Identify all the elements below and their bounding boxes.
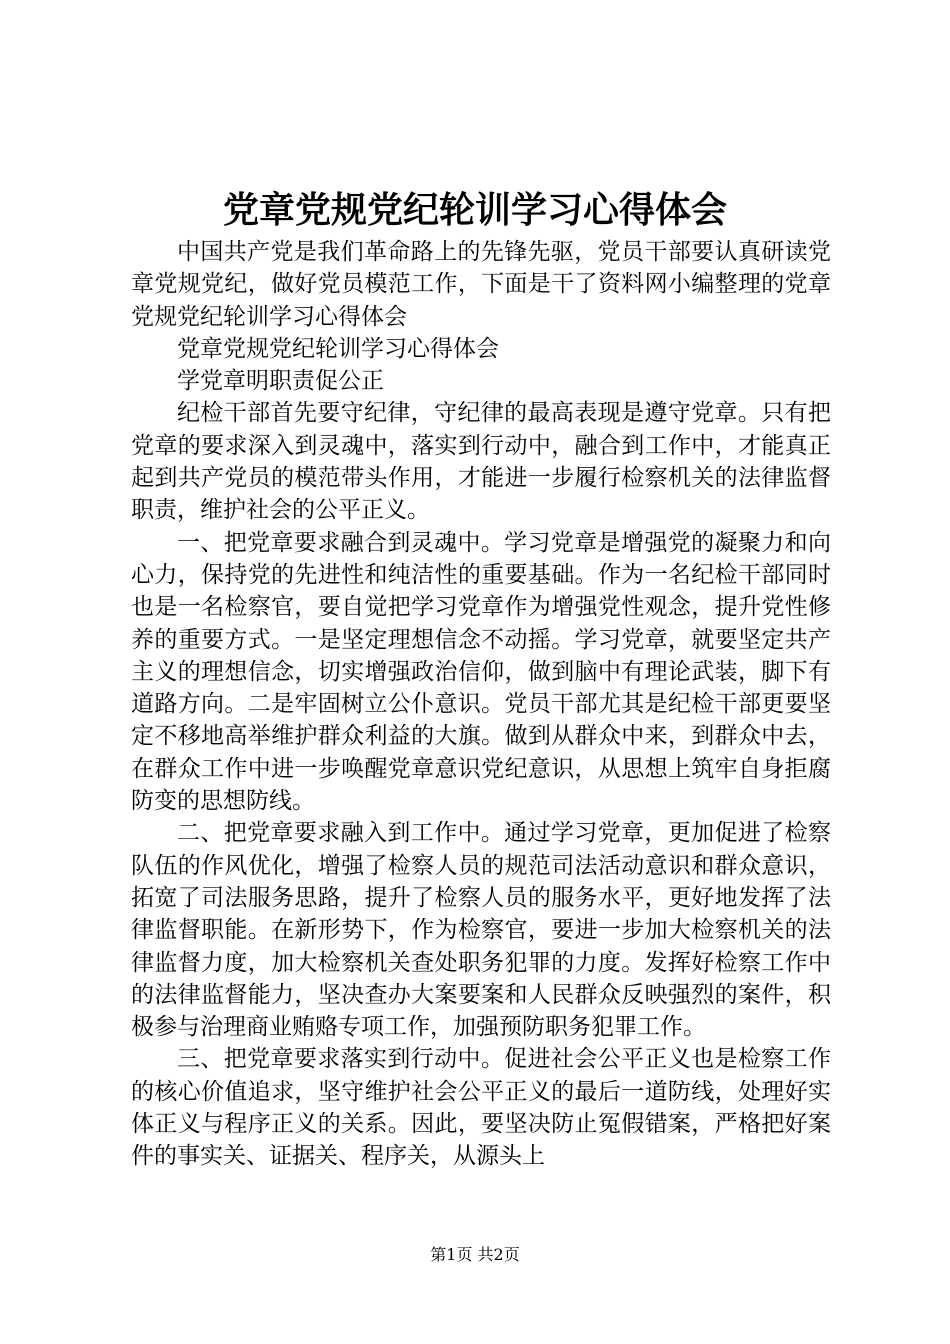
document-title: 党章党规党纪轮训学习心得体会 (222, 189, 727, 231)
paragraph-point-three: 三、把党章要求落实到行动中。促进社会公平正义也是检察工作的核心价值追求，坚守维护社会公平正义的最后一道防线，处理好实体正义与程序正义的关系。因此，要坚决防止冤假错案，严格把好案件的事实关、证据关、程序关，从源头上 (131, 1046, 831, 1170)
page-total: 共2页 (477, 1245, 520, 1264)
page-number: 第1页 (430, 1245, 473, 1264)
paragraph-point-one: 一、把党章要求融合到灵魂中。学习党章是增强党的凝聚力和向心力，保持党的先进性和纯洁性的重要基础。作为一名纪检干部同时也是一名检察官，要自觉把学习党章作为增强党性观念，提升党性修养的重要方式。一是坚定理想信念不动摇。学习党章，就要坚定共产主义的理想信念，切实增强政治信仰，做到脑中有理论武装，脚下有道路方向。二是牢固树立公仆意识。党员干部尤其是纪检干部更要坚定不移地高举维护群众利益的大旗。做到从群众中来，到群众中去，在群众工作中进一步唤醒党章意识党纪意识，从思想上筑牢自身拒腐防变的思想防线。 (131, 529, 831, 815)
paragraph-body: 纪检干部首先要守纪律，守纪律的最高表现是遵守党章。只有把党章的要求深入到灵魂中，落实到行动中，融合到工作中，才能真正起到共产党员的模范带头作用，才能进一步履行检察机关的法律监督职责，维护社会的公平正义。 (131, 400, 831, 524)
page-footer (0, 1244, 950, 1266)
paragraph-intro: 中国共产党是我们革命路上的先锋先驱，党员干部要认真研读党章党规党纪，做好党员模范工作，下面是干了资料网小编整理的党章党规党纪轮训学习心得体会 (131, 239, 831, 330)
paragraph-subtitle: 党章党规党纪轮训学习心得体会 (177, 335, 499, 362)
paragraph-section-heading: 学党章明职责促公正 (177, 368, 384, 395)
paragraph-point-two: 二、把党章要求融入到工作中。通过学习党章，更加促进了检察队伍的作风优化，增强了检察人员的规范司法活动意识和群众意识，拓宽了司法服务思路，提升了检察人员的服务水平，更好地发挥了法律监督职能。在新形势下，作为检察官，要进一步加大检察机关的法律监督力度，加大检察机关查处职务犯罪的力度。发挥好检察工作中的法律监督能力，坚决查办大案要案和人民群众反映强烈的案件，积极参与治理商业贿赂专项工作，加强预防职务犯罪工作。 (131, 820, 831, 1041)
document-body (131, 236, 831, 1173)
